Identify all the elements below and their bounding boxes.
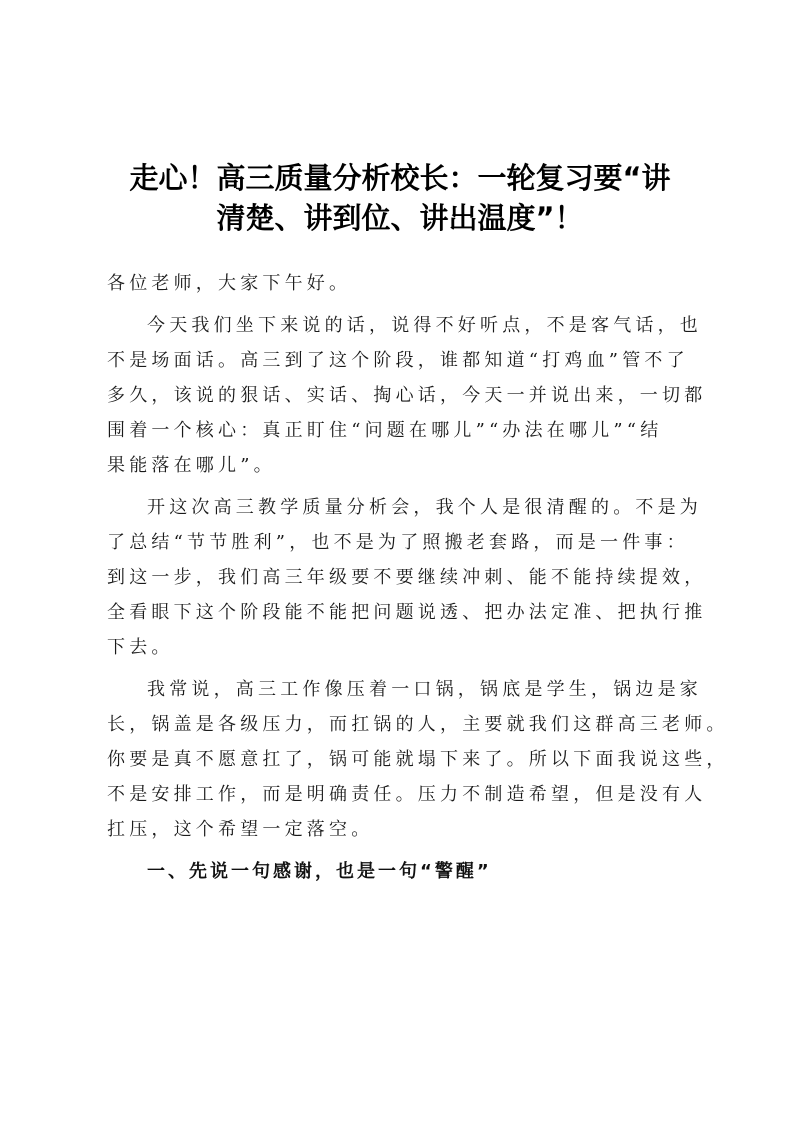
- paragraph-1: [107, 308, 707, 483]
- greeting-paragraph: [107, 266, 697, 301]
- paragraph-line: 不是安排工作，而是明确责任。压力不制造希望，但是没有人: [107, 784, 707, 805]
- paragraph-line: 扛压，这个希望一定落空。: [107, 819, 374, 840]
- paragraph-line: 你要是真不愿意扛了，锅可能就塌下来了。所以下面我说这些，: [107, 749, 729, 770]
- paragraph-2: [107, 490, 707, 665]
- paragraph-line: 不是场面话。高三到了这个阶段，谁都知道“打鸡血”管不了: [107, 350, 689, 371]
- paragraph-line: 了总结“节节胜利”，也不是为了照搬老套路，而是一件事：: [107, 532, 689, 553]
- paragraph-line: 长，锅盖是各级压力，而扛锅的人，主要就我们这群高三老师。: [107, 714, 729, 735]
- paragraph-line: 我常说，高三工作像压着一口锅，锅底是学生，锅边是家: [147, 679, 702, 700]
- title-line-2: 清楚、讲到位、讲出温度”！: [216, 201, 584, 235]
- paragraph-line: 围着一个核心：真正盯住“问题在哪儿”“办法在哪儿”“结: [107, 420, 663, 441]
- title-line-1: 走心！高三质量分析校长：一轮复习要“讲: [129, 161, 671, 195]
- paragraph-line: 开这次高三教学质量分析会，我个人是很清醒的。不是为: [147, 497, 702, 518]
- paragraph-line: 多久，该说的狠话、实话、掏心话，今天一并说出来，一切都: [107, 385, 707, 406]
- paragraph-line: 到这一步，我们高三年级要不要继续冲刺、能不能持续提效，: [107, 567, 707, 588]
- paragraph-line: 各位老师，大家下午好。: [107, 273, 352, 294]
- paragraph-line: 果能落在哪儿”。: [107, 455, 276, 476]
- document-title: [100, 158, 700, 238]
- paragraph-line: 全看眼下这个阶段能不能把问题说透、把办法定准、把执行推: [107, 602, 707, 623]
- paragraph-3: [107, 672, 729, 847]
- document-body: [107, 266, 729, 896]
- section-heading-1: [107, 854, 697, 889]
- paragraph-line: 今天我们坐下来说的话，说得不好听点，不是客气话，也: [147, 315, 702, 336]
- section-heading: 一、先说一句感谢，也是一句“警醒”: [147, 861, 492, 882]
- paragraph-line: 下去。: [107, 637, 174, 658]
